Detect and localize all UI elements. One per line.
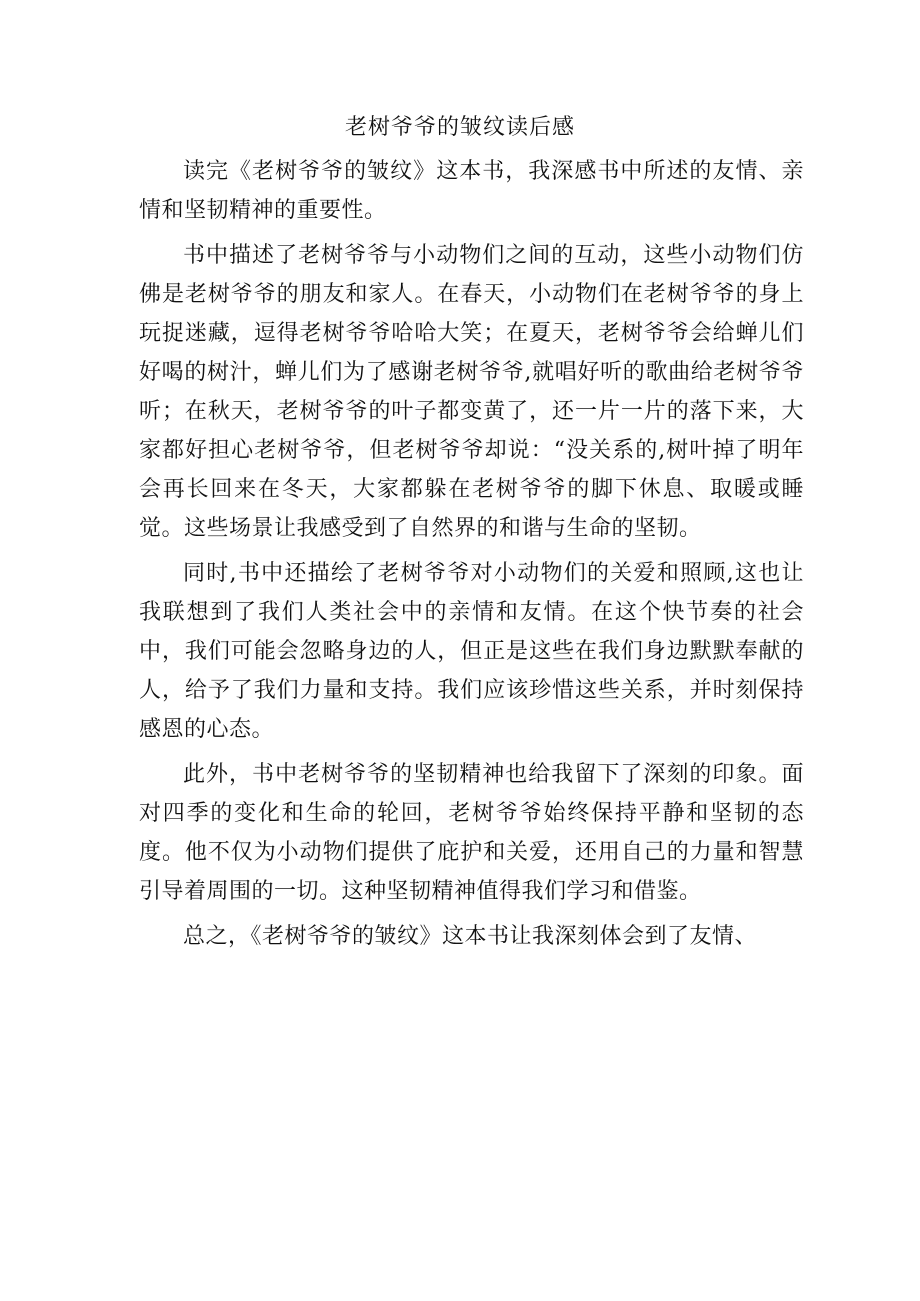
paragraph-3: 同时,书中还描绘了老树爷爷对小动物们的关爱和照顾,这也让我联想到了我们人类社会中的亲情和友情。在这个快节奏的社会中，我们可能会忽略身边的人，但正是这些在我们身边默默奉献的人，给予了我们力量和支持。我们应该珍惜这些关系，并时刻保持感恩的心态。 <box>139 561 804 742</box>
document-title: 老树爷爷的皱纹读后感 <box>344 115 575 140</box>
paragraph-5: 总之，《老树爷爷的皱纹》这本书让我深刻体会到了友情、 <box>183 924 758 949</box>
paragraph-2: 书中描述了老树爷爷与小动物们之间的互动，这些小动物们仿佛是老树爷爷的朋友和家人。在春天，小动物们在老树爷爷的身上玩捉迷藏，逗得老树爷爷哈哈大笑；在夏天，老树爷爷会给蝉儿们好喝的树汁，蝉儿们为了感谢老树爷爷,就唱好听的歌曲给老树爷爷听；在秋天，老树爷爷的叶子都变黄了，还一片一片的落下来，大家都好担心老树爷爷，但老树爷爷却说：“没关系的,树叶掉了明年会再长回来在冬天，大家都躲在老树爷爷的脚下休息、取暖或睡觉。这些场景让我感受到了自然界的和谐与生命的坚韧。 <box>139 243 804 541</box>
document-body <box>139 152 804 962</box>
paragraph-1: 读完《老树爷爷的皱纹》这本书，我深感书中所述的友情、亲情和坚韧精神的重要性。 <box>139 159 804 223</box>
paragraph-4: 此外，书中老树爷爷的坚韧精神也给我留下了深刻的印象。面对四季的变化和生命的轮回，老树爷爷始终保持平静和坚韧的态度。他不仅为小动物们提供了庇护和关爱，还用自己的力量和智慧引导着周围的一切。这种坚韧精神值得我们学习和借鉴。 <box>139 762 804 904</box>
